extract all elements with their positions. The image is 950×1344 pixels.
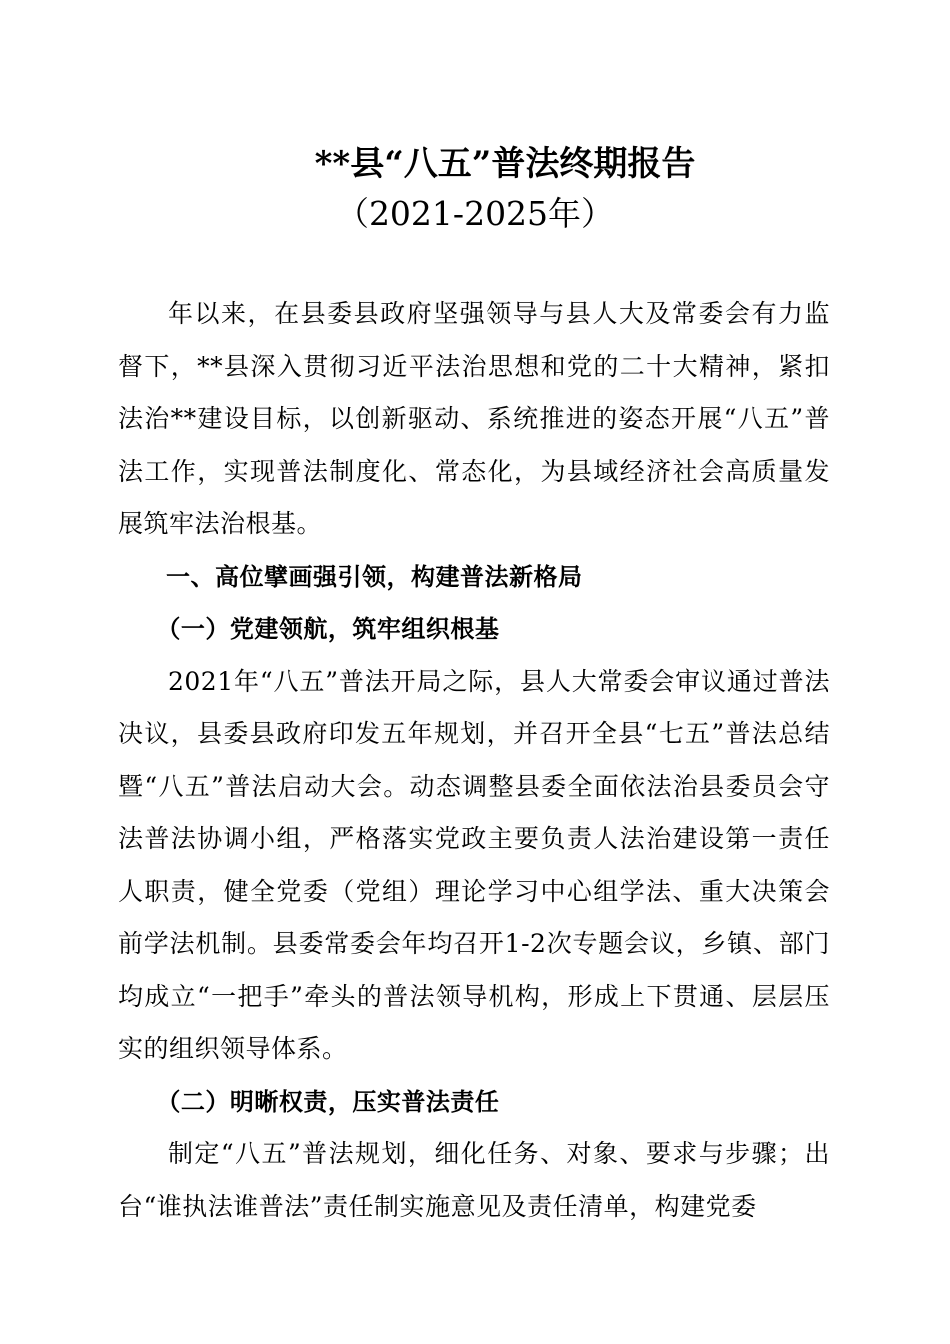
subsection-1-paragraph: 2021年“八五”普法开局之际，县人大常委会审议通过普法决议，县委县政府印发五年规划，并召开全县“七五”普法总结暨“八五”普法启动大会。动态调整县委全面依法治县委员会守法普法协调小组，严格落实党政主要负责人法治建设第一责任人职责，健全党委（党组）理论学习中心组学法、重大决策会前学法机制。县委常委会年均召开1-2次专题会议，乡镇、部门均成立“一把手”牵头的普法领导机构，形成上下贯通、层层压实的组织领导体系。 [118,666,830,1063]
document-title: **县“八五”普法终期报告 [314,144,696,184]
document-subtitle: （2021-2025年） [335,194,615,233]
section-1-heading: 一、高位擘画强引领，构建普法新格局 [166,562,583,591]
subsection-2-heading: （二）明晰权责，压实普法责任 [156,1087,500,1116]
subsection-1-heading: （一）党建领航，筑牢组织根基 [156,615,500,643]
subsection-2-paragraph: 制定“八五”普法规划，细化任务、对象、要求与步骤；出台“谁执法谁普法”责任制实施意见及责任清单，构建党委 [118,1139,830,1221]
document-body [118,288,830,1233]
intro-paragraph: 年以来，在县委县政府坚强领导与县人大及常委会有力监督下，**县深入贯彻习近平法治思想和党的二十大精神，紧扣法治**建设目标，以创新驱动、系统推进的姿态开展“八五”普法工作，实现普法制度化、常态化，为县域经济社会高质量发展筑牢法治根基。 [118,299,830,538]
